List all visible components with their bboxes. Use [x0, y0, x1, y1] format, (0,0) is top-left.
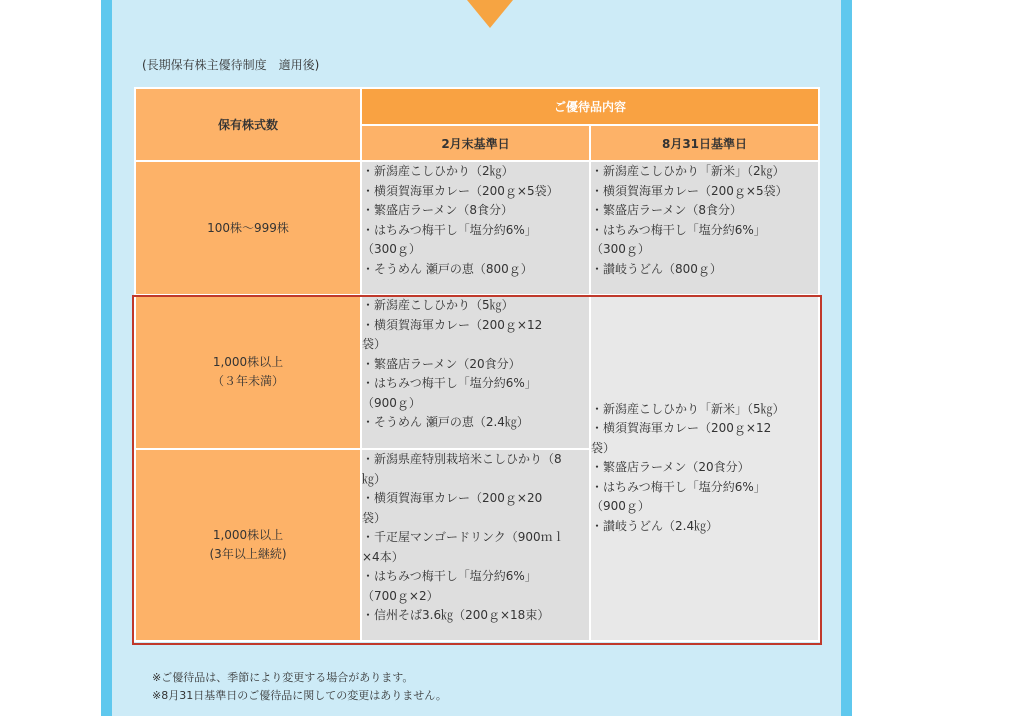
benefits-panel: [101, 0, 852, 716]
aug-items-cell: [590, 295, 819, 641]
item: ・はちみつ梅干し「塩分約6%」: [591, 479, 766, 494]
item: ・横須賀海軍カレー（200ｇ×5袋）: [362, 183, 559, 198]
tier-label-text: 100株〜999株: [207, 220, 289, 235]
item: ×4本）: [362, 549, 404, 564]
feb-items-cell: [361, 295, 590, 449]
item: ・横須賀海軍カレー（200ｇ×12: [362, 317, 543, 332]
item: （700ｇ×2）: [362, 588, 439, 603]
item: ・新潟産こしひかり（2㎏）: [362, 164, 514, 178]
item: 袋）: [362, 510, 387, 525]
item: （900ｇ）: [591, 499, 650, 514]
note: ※ご優待品は、季節により変更する場合があります。: [152, 671, 414, 684]
item: ㎏）: [362, 471, 387, 486]
item: ・繁盛店ラーメン（8食分）: [362, 203, 514, 217]
item: ・千疋屋マンゴードリンク（900ｍｌ: [362, 530, 565, 544]
item: （300ｇ）: [362, 242, 421, 256]
item: ・はちみつ梅干し「塩分約6%」: [591, 222, 766, 237]
item: ・繁盛店ラーメン（8食分）: [591, 203, 743, 217]
down-arrow-icon: [467, 0, 513, 28]
tier-label: [135, 295, 361, 449]
table-caption: (長期保有株主優待制度 適用後): [142, 58, 320, 72]
tier-label-line: 1,000株以上: [212, 355, 284, 369]
notes: [152, 669, 447, 705]
item: ・そうめん 瀬戸の恵（2.4㎏）: [362, 415, 529, 429]
item: ・はちみつ梅干し「塩分約6%」: [362, 222, 537, 237]
item: ・はちみつ梅干し「塩分約6%」: [362, 569, 537, 583]
item: ・横須賀海軍カレー（200ｇ×12: [591, 421, 772, 436]
tier-label-line: 1,000株以上: [212, 528, 284, 542]
feb-items-cell: [361, 161, 590, 295]
item: ・新潟県産特別栽培米こしひかり（8: [362, 452, 562, 466]
item: ・新潟産こしひかり「新米」（5㎏）: [591, 401, 785, 416]
item: 袋）: [362, 337, 387, 351]
item: ・繁盛店ラーメン（20食分）: [591, 460, 750, 475]
benefits-table: [134, 87, 820, 642]
aug-items-cell: [590, 161, 819, 295]
header-feb: 2月末基準日: [361, 125, 590, 161]
note: ※8月31日基準日のご優待品に関しての変更はありません。: [152, 689, 447, 702]
header-content: ご優待品内容: [361, 88, 819, 125]
item: （300ｇ）: [591, 242, 650, 256]
item: ・そうめん 瀬戸の恵（800ｇ）: [362, 261, 533, 276]
header-shares: 保有株式数: [135, 88, 361, 161]
tier-label: [135, 161, 361, 295]
item: ・はちみつ梅干し「塩分約6%」: [362, 376, 537, 390]
item: ・新潟産こしひかり「新米」（2㎏）: [591, 164, 785, 178]
item: ・横須賀海軍カレー（200ｇ×20: [362, 491, 543, 505]
item: （900ｇ）: [362, 395, 421, 410]
item: ・新潟産こしひかり（5㎏）: [362, 298, 514, 312]
item: ・繁盛店ラーメン（20食分）: [362, 356, 521, 371]
item: 袋）: [591, 440, 616, 455]
item: ・讃岐うどん（800ｇ）: [591, 261, 722, 276]
feb-items-cell: [361, 449, 590, 641]
tier-label-line: （３年未満）: [211, 374, 284, 388]
item: ・横須賀海軍カレー（200ｇ×5袋）: [591, 183, 788, 198]
tier-label-line: (3年以上継続): [209, 547, 287, 561]
header-aug: 8月31日基準日: [590, 125, 819, 161]
item: ・信州そば3.6㎏（200ｇ×18束）: [362, 608, 550, 622]
tier-label: [135, 449, 361, 641]
item: ・讃岐うどん（2.4㎏）: [591, 518, 719, 533]
